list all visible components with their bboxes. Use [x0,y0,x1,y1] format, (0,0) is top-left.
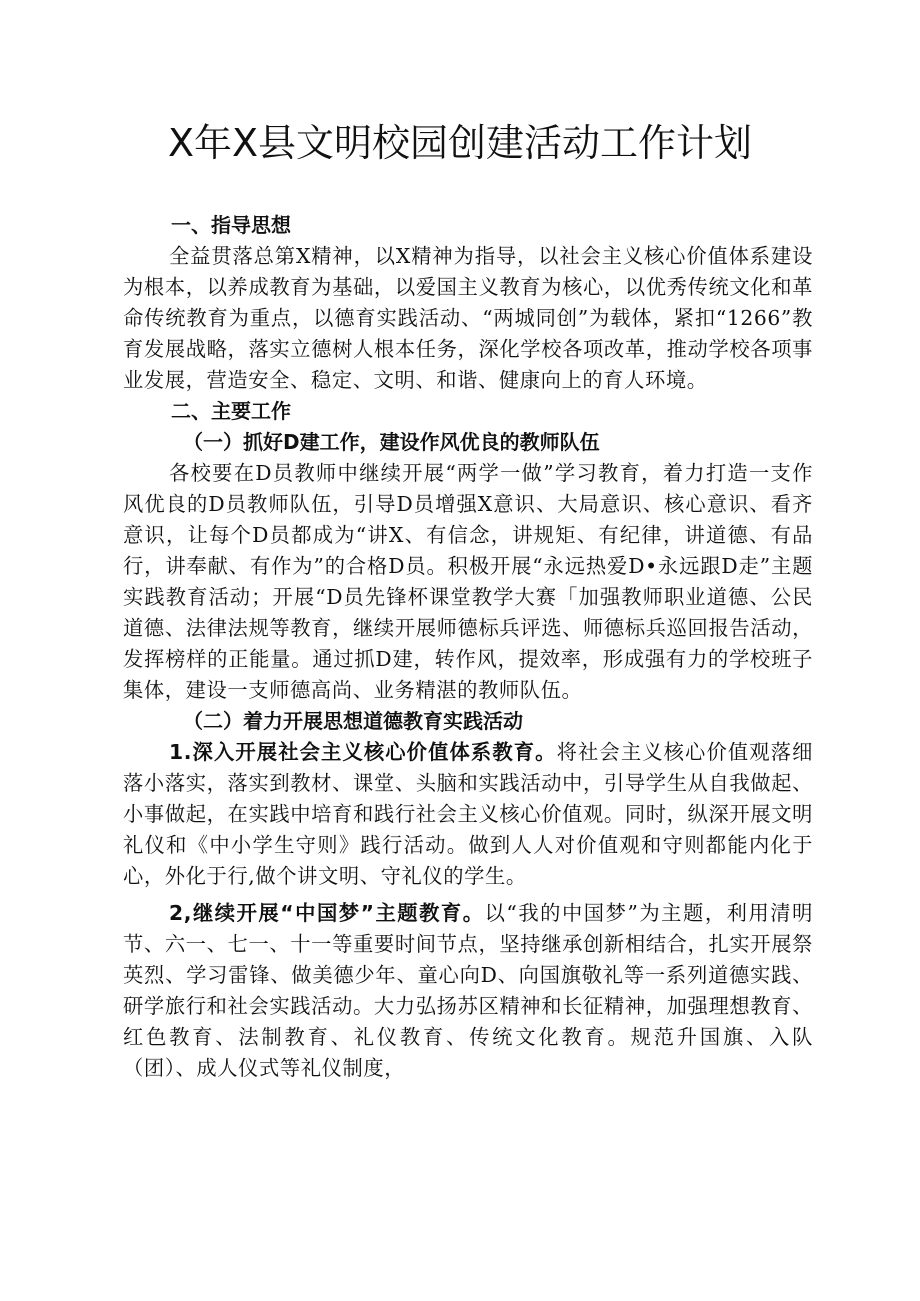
paragraph-chinese-dream [123,898,813,1084]
paragraph-text-core-values: 将社会主义核心价值观落细落小落实，落实到教材、课堂、头脑和实践活动中，引导学生从自我做起、小事做起，在实践中培育和践行社会主义核心价值观。同时，纵深开展文明礼仪和《中小学生守则》践行活动。做到人人对价值观和守则都能内化于心，外化于行,做个讲文明、守礼仪的学生。 [123,740,814,888]
section-heading-main-work: 二、主要工作 [171,399,291,423]
paragraph-lead-core-values: 1.深入开展社会主义核心价值体系教育。 [169,740,557,764]
section-heading-guiding-ideology: 一、指导思想 [171,213,291,237]
subsection-heading-party-building: （一）抓好D建工作，建设作风优良的教师队伍 [183,430,600,454]
paragraph-core-values [123,737,813,892]
paragraph-lead-chinese-dream: 2,继续开展“中国梦”主题教育。 [169,901,485,925]
document-body [123,210,813,1084]
paragraph-party-building: 各校要在D员教师中继续开展“两学一做”学习教育，着力打造一支作风优良的D员教师队伍，引导D员增强X意识、大局意识、核心意识、看齐意识，让每个D员都成为“讲X、有信念，讲规矩、有纪律，讲道德、有品行，讲奉献、有作为”的合格D员。积极开展“永远热爱D•永远跟D走”主题实践教育活动；开展“D员先锋杯课堂教学大赛「加强教师职业道德、公民道德、法律法规等教育，继续开展师德标兵评选、师德标兵巡回报告活动，发挥榜样的正能量。通过抓D建，转作风，提效率，形成强有力的学校班子集体，建设一支师德高尚、业务精湛的教师队伍。 [123,461,813,702]
document-title: X年X县文明校园创建活动工作计划 [167,121,753,165]
subsection-heading-moral-education: （二）着力开展思想道德教育实践活动 [183,709,523,733]
paragraph-text-chinese-dream: 以“我的中国梦”为主题，利用清明节、六一、七一、十一等重要时间节点，坚持继承创新相结合，扎实开展祭英烈、学习雷锋、做美德少年、童心向D、向国旗敬礼等一系列道德实践、研学旅行和社会实践活动。大力弘扬苏区精神和长征精神，加强理想教育、红色教育、法制教育、礼仪教育、传统文化教育。规范升国旗、入队（团）、成人仪式等礼仪制度， [123,901,814,1080]
paragraph-guiding-ideology: 全益贯落总第X精神，以X精神为指导，以社会主义核心价值体系建设为根本，以养成教育为基础，以爱国主义教育为核心，以优秀传统文化和革命传统教育为重点，以德育实践活动、“两城同创”为载体，紧扣“1266”教育发展战略，落实立德树人根本任务，深化学校各项改革，推动学校各项事业发展，营造安全、稳定、文明、和谐、健康向上的育人环境。 [123,244,813,392]
